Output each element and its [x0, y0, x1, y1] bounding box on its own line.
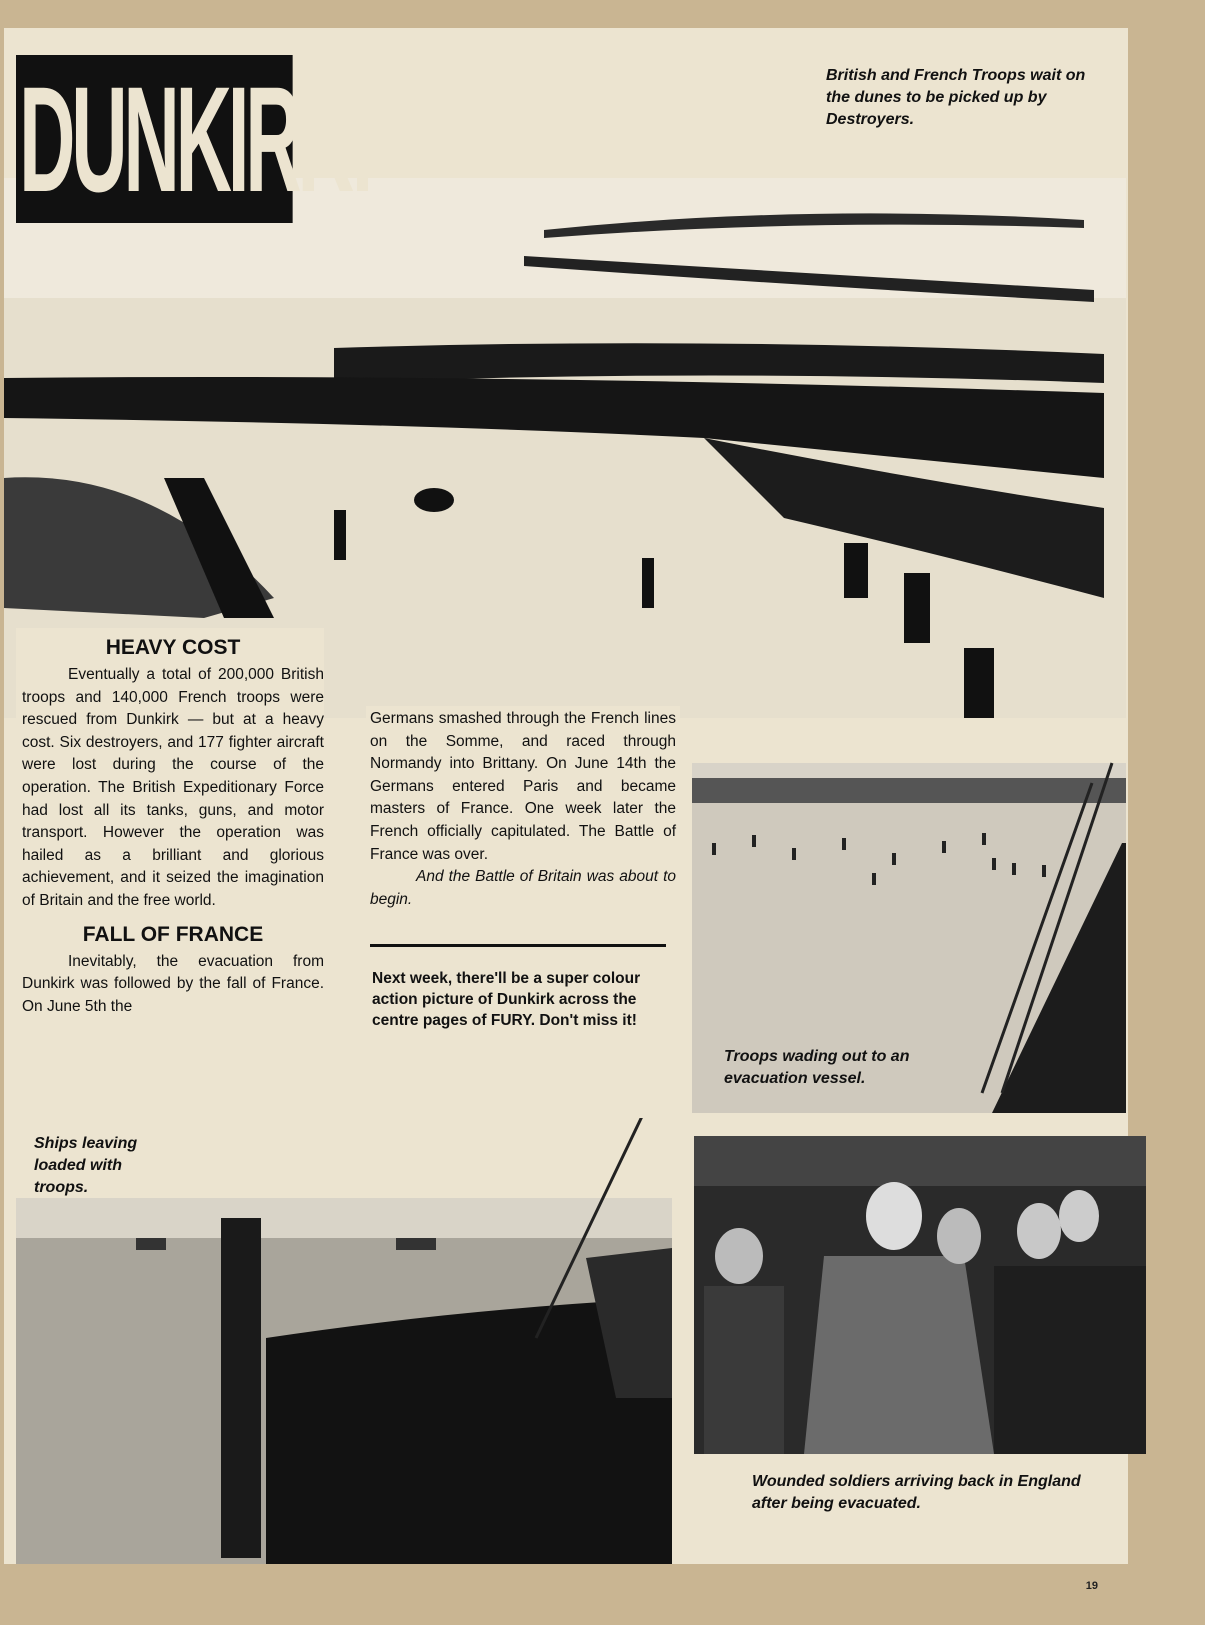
page-number: 19 — [1085, 1580, 1098, 1592]
middle-text-column — [366, 706, 680, 1118]
continuation-closing: And the Battle of Britain was about to begin. — [370, 868, 676, 908]
headline: DUNKIRK! — [16, 55, 293, 223]
wounded-caption: Wounded soldiers arriving back in England after being evacuated. — [752, 1473, 1081, 1512]
wounded-soldiers-photo — [694, 1136, 1146, 1454]
fall-of-france-body: Inevitably, the evacuation from Dunkirk was followed by the fall of France. On June 5th the — [22, 952, 324, 1015]
heavy-cost-heading: HEAVY COST — [105, 636, 241, 659]
fall-of-france-heading: FALL OF FRANCE — [82, 922, 264, 946]
continuation-body: Germans smashed through the French lines on the Somme, and raced through Normandy into Brittany. On June 14th the Germans entered Paris and became masters of France. One week later the French officially capitulated. The Battle of France was over. — [370, 710, 676, 863]
dunes-caption: British and French Troops wait on the dunes to be picked up by Destroyers. — [826, 67, 1086, 128]
ships-leaving-photo — [16, 1198, 672, 1564]
left-text-column — [16, 628, 324, 1078]
ships-caption: Ships leaving loaded with troops. — [34, 1135, 138, 1196]
column-rule — [370, 944, 666, 947]
next-week-promo: Next week, there'll be a super colour action picture of Dunkirk across the centre pages of FURY. Don't miss it! — [372, 970, 641, 1029]
wading-caption: Troops wading out to an evacuation vessel. — [724, 1048, 910, 1087]
heavy-cost-body: Eventually a total of 200,000 British troops and 140,000 French troops were rescued from Dunkirk — but at a heavy cost. Six destroyers, and 177 fighter aircraft were lost during the course of the operation. The British Expeditionary Force had lost all its tanks, guns, and motor transport. However the operation was hailed as a brilliant and glorious achievement, and it seized the imagination of Britain and the free world. — [22, 666, 324, 909]
magazine-page — [4, 28, 1128, 1592]
